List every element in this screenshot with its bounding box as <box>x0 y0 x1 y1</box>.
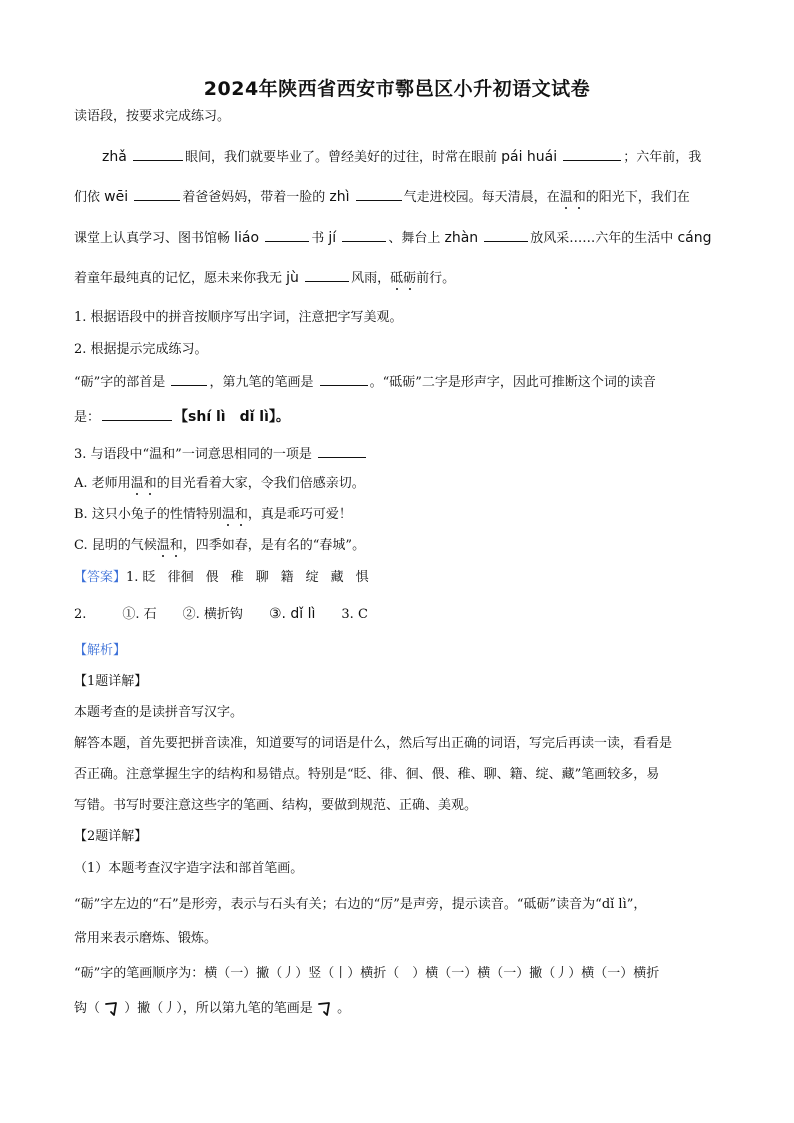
option-text: A. 老师用 <box>74 476 131 491</box>
question-text: “砺”字的部首是 <box>74 375 166 390</box>
passage-text: 眼间，我们就要毕业了。曾经美好的过往，时常在眼前 <box>184 150 497 165</box>
answer-blank[interactable] <box>342 227 386 242</box>
emphasis-char: 温 <box>156 538 170 553</box>
answer-blank[interactable] <box>318 443 366 458</box>
passage-text: 放风采……六年的生活中 <box>530 231 674 246</box>
analysis-text: “砺”字左边的“石”是形旁，表示与石头有关；右边的“厉”是声旁，提示读音。“砥砺”读音为“dǐ lì”， <box>74 897 647 912</box>
answer-blank[interactable] <box>265 227 309 242</box>
analysis-text: （1）本题考查汉字造字法和部首笔画。 <box>74 861 304 876</box>
answer-item: 1. 眨 <box>126 570 156 585</box>
pinyin: jí <box>328 230 337 246</box>
analysis-text: 解答本题，首先要把拼音读准，知道要写的词语是什么，然后写出正确的词语，写完后再读一读，看看是 <box>74 736 673 751</box>
passage-text: 着童年最纯真的记忆，愿未来你我无 <box>74 271 283 286</box>
option-c <box>74 536 720 556</box>
answer-item: 稚 <box>230 570 244 585</box>
pinyin-options: 【shí lì dǐ lì】。 <box>174 409 290 425</box>
emphasis-char: 和 <box>234 507 248 522</box>
option-b <box>74 505 720 525</box>
answer-blank[interactable] <box>102 406 172 421</box>
passage-text: 前行。 <box>416 271 456 286</box>
pinyin: pái huái <box>501 149 558 165</box>
answer-item: 2. <box>74 607 87 622</box>
pinyin: zhì <box>329 189 350 205</box>
analysis-text: “砺”字的笔画顺序为：横（一）撇（丿）竖（丨）横折（ ）横（一）横（一）撇（丿）横（一）横折 <box>74 966 660 981</box>
analysis-text: ）撇（丿），所以第九笔的笔画是 <box>124 1001 313 1016</box>
question-2-line-2 <box>74 406 720 428</box>
question-1: 1. 根据语段中的拼音按顺序写出字词，注意把字写美观。 <box>74 310 403 325</box>
pinyin: jù <box>286 270 299 286</box>
pinyin: cáng <box>677 230 712 246</box>
answer-item: 徘徊 <box>167 570 194 585</box>
answer-tag: 【答案】 <box>74 570 127 585</box>
emphasis-char: 砥 <box>390 271 404 286</box>
option-text: B. 这只小兔子的性情特别 <box>74 507 222 522</box>
passage-line-3 <box>74 227 720 249</box>
answer-blank[interactable] <box>356 186 402 201</box>
question-2-line-1 <box>74 371 720 393</box>
answer-blank[interactable] <box>320 371 368 386</box>
question-text: 。“砥砺”二字是形声字，因此可推断这个词的读音 <box>369 375 656 390</box>
passage-text: 书 <box>311 231 325 246</box>
emphasis-char: 温 <box>221 507 235 522</box>
question-text: 是： <box>74 410 101 425</box>
answer-blank[interactable] <box>134 186 180 201</box>
hengzhegou-stroke-icon <box>317 1000 333 1018</box>
passage-text: 课堂上认真学习、图书馆畅 <box>74 231 231 246</box>
answer-item: 3. C <box>341 607 368 622</box>
passage-line-1 <box>102 146 720 168</box>
answer-item: 偎 <box>205 570 219 585</box>
answer-item: 绽 <box>305 570 319 585</box>
answer-blank[interactable] <box>563 146 621 161</box>
answer-blank[interactable] <box>305 267 349 282</box>
passage-text: 着爸爸妈妈，带着一脸的 <box>182 190 326 205</box>
pinyin: wēi <box>104 189 129 205</box>
passage-text: ；六年前，我 <box>623 150 702 165</box>
analysis-text: 否正确。注意掌握生字的结构和易错点。特别是“眨、徘、徊、偎、稚、聊、籍、绽、藏”笔画较多，易 <box>74 767 660 782</box>
section-2-head: 【2题详解】 <box>74 829 148 844</box>
hengzhegou-stroke-icon <box>104 1000 120 1018</box>
question-text: 3. 与语段中“温和”一词意思相同的一项是 <box>74 447 312 462</box>
answer-line-2 <box>74 604 720 625</box>
emphasis-char: 和 <box>169 538 183 553</box>
answer-item: 聊 <box>255 570 269 585</box>
question-text: ，第九笔的笔画是 <box>209 375 314 390</box>
passage-text: 的阳光下，我们在 <box>585 190 690 205</box>
analysis-text-last <box>74 999 720 1019</box>
pinyin: zhàn <box>444 230 479 246</box>
answer-line-1 <box>74 568 720 588</box>
passage-text: 们依 <box>74 190 101 205</box>
option-text: ，真是乖巧可爱！ <box>247 507 352 522</box>
option-text: ，四季如春，是有名的“春城”。 <box>182 538 366 553</box>
emphasis-char: 和 <box>143 476 157 491</box>
emphasis-char: 和 <box>572 190 586 205</box>
instruction: 读语段，按要求完成练习。 <box>74 109 231 124</box>
pinyin: zhǎ <box>102 149 127 165</box>
analysis-tag: 【解析】 <box>74 643 127 658</box>
passage-text: 、舞台上 <box>388 231 441 246</box>
passage-line-4 <box>74 267 720 289</box>
option-a <box>74 474 720 494</box>
question-2-head: 2. 根据提示完成练习。 <box>74 342 208 357</box>
answer-item: 惧 <box>355 570 369 585</box>
answer-item: 籍 <box>280 570 294 585</box>
question-3-head <box>74 443 720 465</box>
answer-item: 藏 <box>330 570 344 585</box>
option-text: C. 昆明的气候 <box>74 538 157 553</box>
answer-blank[interactable] <box>484 227 528 242</box>
analysis-text: 钩（ <box>74 1001 101 1016</box>
answer-blank[interactable] <box>171 371 207 386</box>
analysis-text: 本题考查的是读拼音写汉字。 <box>74 705 244 720</box>
analysis-text: 。 <box>337 1001 351 1016</box>
answer-item: ①. 石 <box>122 607 157 622</box>
answer-item: ③. dǐ lì <box>268 606 316 622</box>
section-1-head: 【1题详解】 <box>74 674 148 689</box>
answer-item: ②. 横折钩 <box>182 607 243 622</box>
passage-line-2 <box>74 186 720 208</box>
emphasis-char: 温 <box>559 190 573 205</box>
emphasis-char: 温 <box>130 476 144 491</box>
analysis-text: 写错。书写时要注意这些字的笔画、结构，要做到规范、正确、美观。 <box>74 798 478 813</box>
passage-text: 气走进校园。每天清晨，在 <box>403 190 560 205</box>
option-text: 的目光看着大家，令我们倍感亲切。 <box>156 476 365 491</box>
analysis-text: 常用来表示磨炼、锻炼。 <box>74 931 218 946</box>
page-title: 2024年陕西省西安市鄠邑区小升初语文试卷 <box>203 78 591 100</box>
emphasis-char: 砺 <box>403 271 417 286</box>
pinyin: liáo <box>234 230 260 246</box>
passage-text: 风雨， <box>351 271 391 286</box>
answer-blank[interactable] <box>133 146 183 161</box>
